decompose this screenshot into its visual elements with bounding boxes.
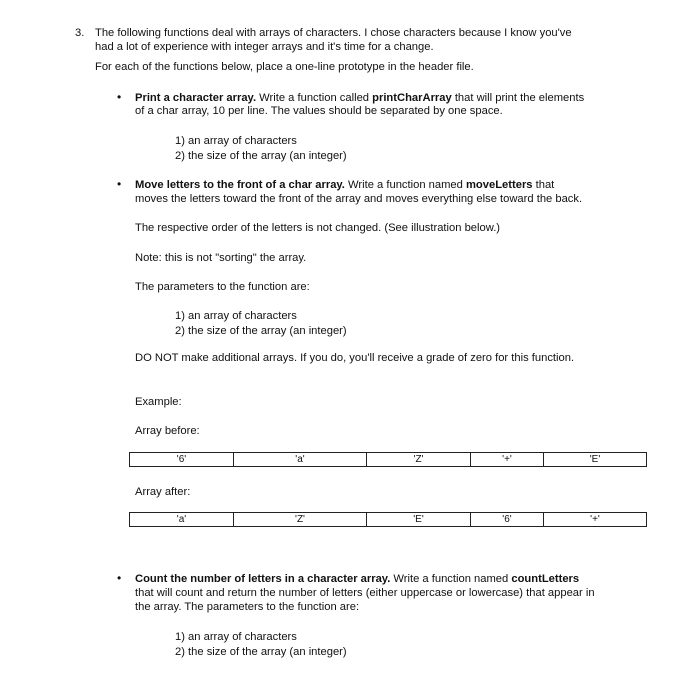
- array-after-cell: 'E': [367, 513, 471, 527]
- array-before-cell: 'a': [234, 453, 367, 467]
- item3-param-1: 1) an array of characters: [175, 631, 297, 643]
- array-before-cell: '+': [471, 453, 544, 467]
- item1-line1-post: that will print the elements: [451, 92, 585, 104]
- item3-line-2: that will count and return the number of letters (either uppercase or lowercase) that appear in: [135, 587, 595, 599]
- item2-line1-pre: Write a function named: [344, 179, 466, 191]
- item2-func-name: moveLetters: [465, 179, 533, 191]
- array-before-cell: 'E': [544, 453, 647, 467]
- array-after-cell: '6': [471, 513, 544, 527]
- item2-warning: DO NOT make additional arrays. If you do, you'll receive a grade of zero for this function.: [135, 352, 575, 364]
- array-after-cell: '+': [544, 513, 647, 527]
- item2-params-intro: The parameters to the function are:: [135, 281, 310, 293]
- item2-line-1: [135, 178, 554, 192]
- item1-line-1: [135, 91, 584, 105]
- array-after-table: [129, 512, 647, 527]
- bullet-2: •: [117, 177, 122, 191]
- bullet-1: •: [117, 90, 122, 104]
- item3-line-1: [135, 572, 579, 586]
- array-before-table: [129, 452, 647, 467]
- item3-title: Count the number of letters in a character array.: [135, 573, 391, 585]
- table-row: [130, 453, 647, 467]
- item1-param-2: 2) the size of the array (an integer): [175, 150, 347, 162]
- item2-param-2: 2) the size of the array (an integer): [175, 325, 347, 337]
- intro-line-2: had a lot of experience with integer arrays and it's time for a change.: [95, 41, 434, 53]
- question-number: 3.: [75, 27, 85, 39]
- intro-line-1: The following functions deal with arrays of characters. I chose characters because I know you've: [95, 27, 572, 39]
- item1-param-1: 1) an array of characters: [175, 135, 297, 147]
- instruction: For each of the functions below, place a one-line prototype in the header file.: [95, 61, 474, 73]
- item3-param-2: 2) the size of the array (an integer): [175, 646, 347, 658]
- item3-func-name: countLetters: [511, 573, 580, 585]
- item1-func-name: printCharArray: [372, 92, 452, 104]
- array-before-label: Array before:: [135, 425, 200, 437]
- array-after-label: Array after:: [135, 486, 191, 498]
- array-before-cell: '6': [130, 453, 234, 467]
- item2-note: Note: this is not "sorting" the array.: [135, 252, 307, 264]
- array-after-cell: 'Z': [234, 513, 367, 527]
- item3-line1-pre: Write a function named: [390, 573, 512, 585]
- item1-line-2: of a char array, 10 per line. The values should be separated by one space.: [135, 105, 503, 117]
- bullet-3: •: [117, 571, 122, 585]
- item1-title: Print a character array.: [135, 92, 257, 104]
- item3-line-3: the array. The parameters to the function are:: [135, 601, 360, 613]
- item2-order-note: The respective order of the letters is not changed. (See illustration below.): [135, 222, 501, 234]
- array-after-cell: 'a': [130, 513, 234, 527]
- item1-line1-pre: Write a function called: [256, 92, 373, 104]
- table-row: [130, 513, 647, 527]
- example-label: Example:: [135, 396, 182, 408]
- item2-title: Move letters to the front of a char array.: [135, 179, 345, 191]
- item2-line-2: moves the letters toward the front of the array and moves everything else toward the back.: [135, 193, 583, 205]
- item2-line1-post: that: [532, 179, 555, 191]
- item2-param-1: 1) an array of characters: [175, 310, 297, 322]
- array-before-cell: 'Z': [367, 453, 471, 467]
